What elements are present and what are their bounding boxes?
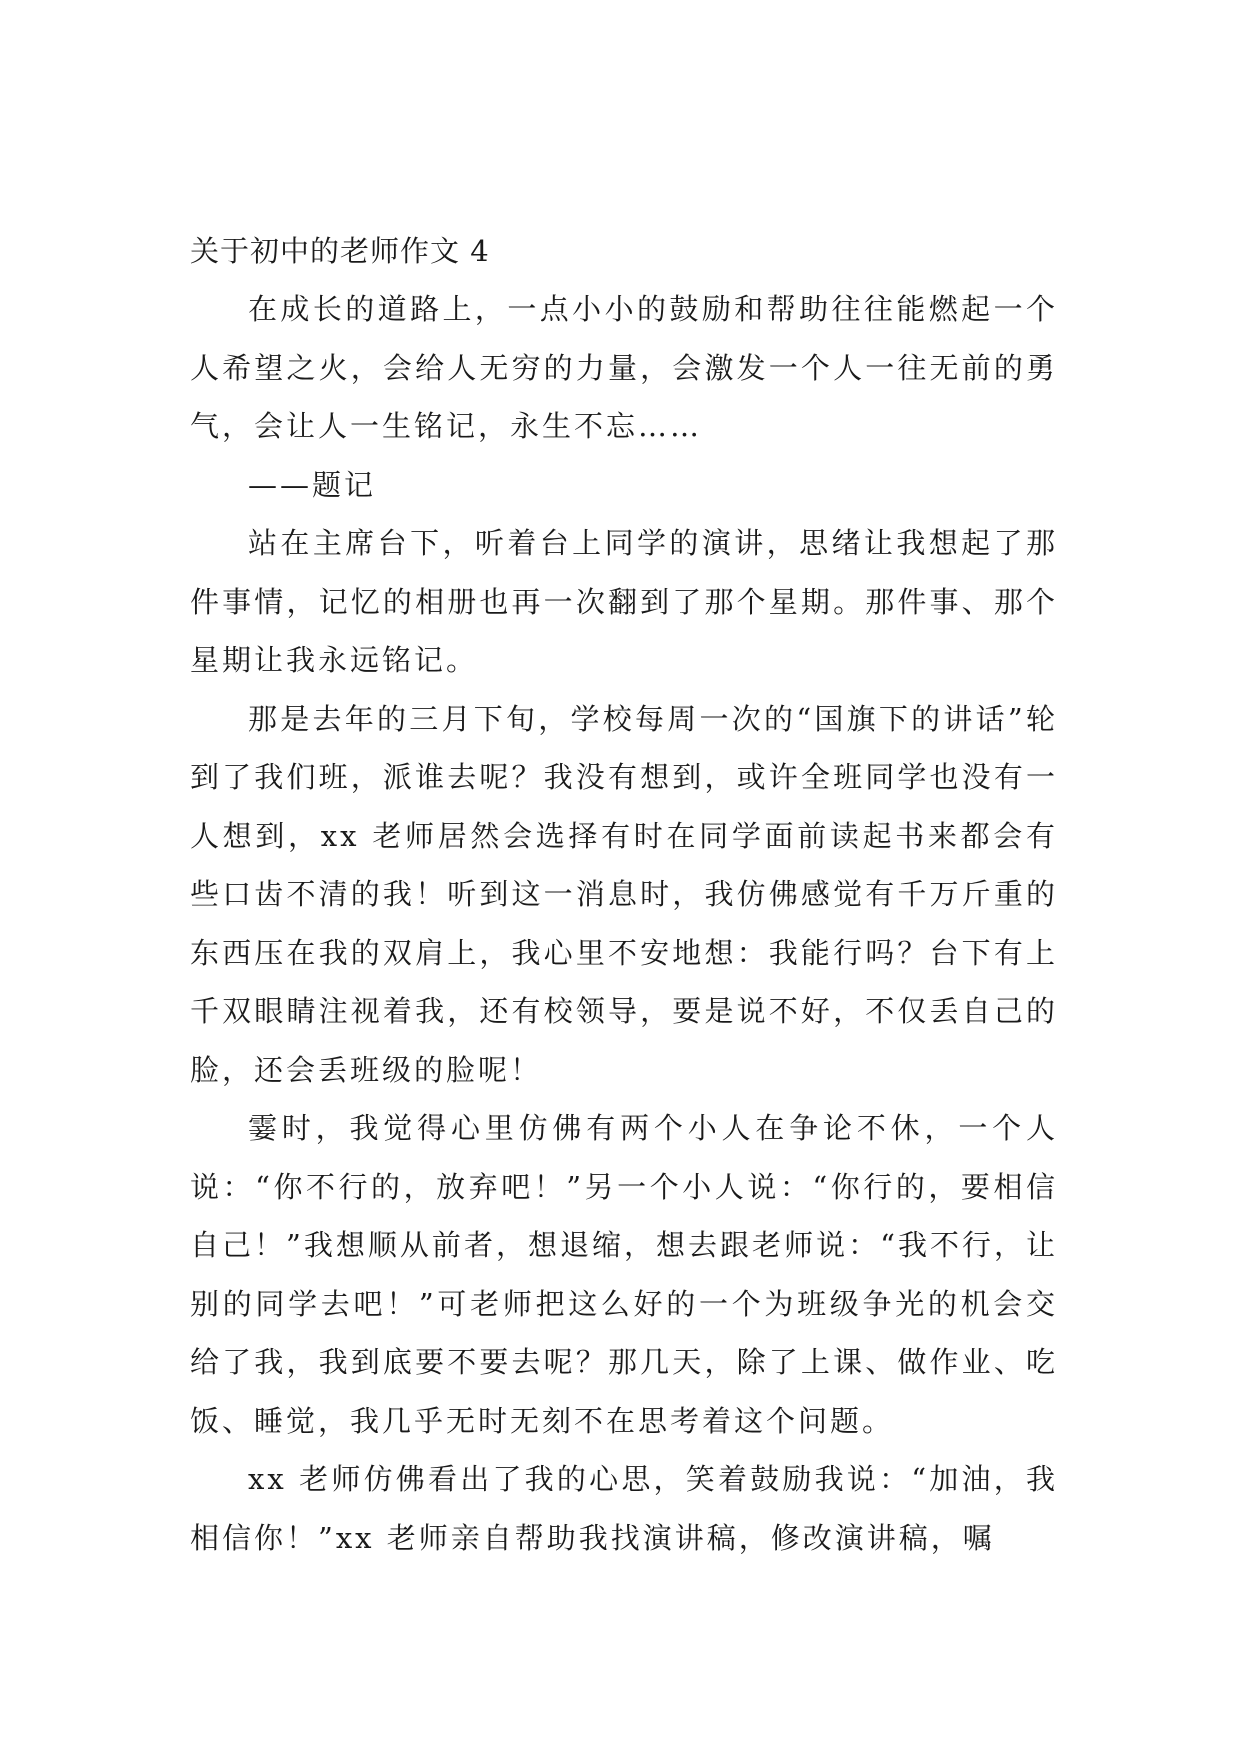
- paragraph-podium: 站在主席台下，听着台上同学的演讲，思绪让我想起了那件事情，记忆的相册也再一次翻到了那个星期。那件事、那个星期让我永远铭记。: [190, 526, 1058, 677]
- paragraph-inner-conflict: 霎时，我觉得心里仿佛有两个小人在争论不休，一个人说：“你不行的，放弃吧！”另一个小人说：“你行的，要相信自己！”我想顺从前者，想退缩，想去跟老师说：“我不行，让别的同学去吧！”可老师把这么好的一个为班级争光的机会交给了我，我到底要不要去呢？那几天，除了上课、做作业、吃饭、睡觉，我几乎无时无刻不在思考着这个问题。: [190, 1111, 1058, 1438]
- document-title: 关于初中的老师作文 4: [190, 234, 490, 268]
- paragraph-teacher-encouragement: xx 老师仿佛看出了我的心思，笑着鼓励我说：“加油，我相信你！”xx 老师亲自帮助我找演讲稿，修改演讲稿，嘱: [190, 1462, 1058, 1555]
- document-body: [190, 222, 1058, 1567]
- paragraph-epigraph-note: ——题记: [248, 467, 377, 502]
- paragraph-speech-assignment: 那是去年的三月下旬，学校每周一次的“国旗下的讲话”轮到了我们班，派谁去呢？我没有想到，或许全班同学也没有一人想到，xx 老师居然会选择有时在同学面前读起书来都会有些口齿不清的我！听到这一消息时，我仿佛感觉有千万斤重的东西压在我的双肩上，我心里不安地想：我能行吗？台下有上千双眼睛注视着我，还有校领导，要是说不好，不仅丢自己的脸，还会丢班级的脸呢！: [190, 701, 1058, 1087]
- paragraph-intro: 在成长的道路上，一点小小的鼓励和帮助往往能燃起一个人希望之火，会给人无穷的力量，会激发一个人一往无前的勇气，会让人一生铭记，永生不忘……: [190, 292, 1058, 443]
